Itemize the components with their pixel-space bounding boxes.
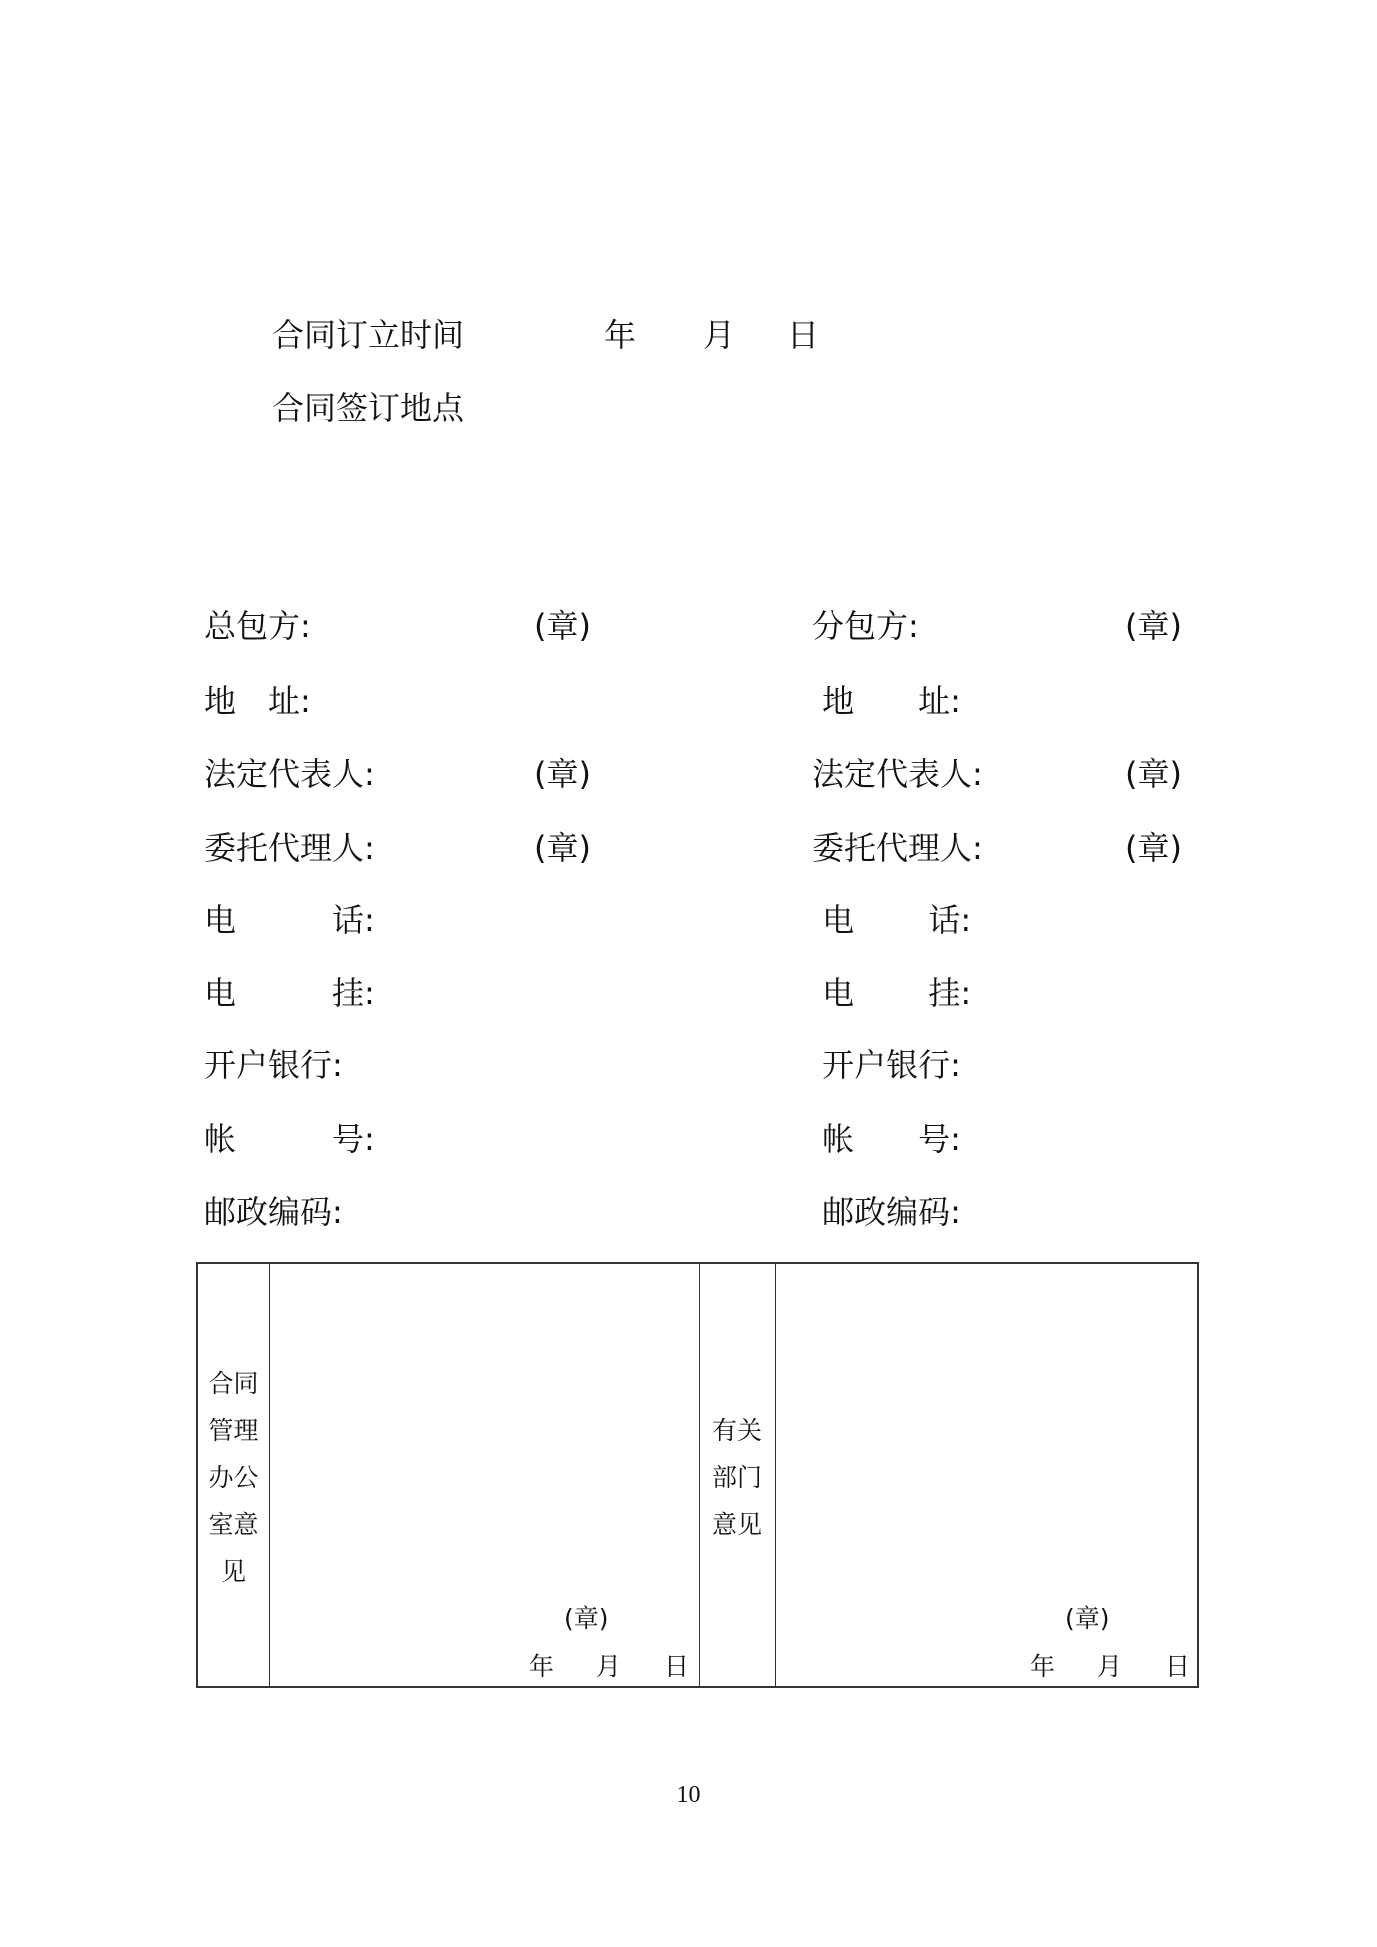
sign-date-label: 合同订立时间: [272, 316, 465, 354]
sign-date-day: 日: [787, 316, 820, 354]
field-label: 邮政编码:: [812, 1193, 961, 1231]
left-year: 年: [529, 1652, 555, 1681]
field-label: 电 话:: [204, 901, 375, 939]
sign-date-year: 年: [604, 316, 637, 354]
left-seal: (章): [564, 1604, 609, 1633]
right-seal: (章): [1065, 1604, 1110, 1633]
label-line: 管理: [208, 1416, 259, 1445]
field-label: 法定代表人:: [204, 755, 375, 793]
seal-mark: (章): [1125, 607, 1182, 645]
field-label: 电 挂:: [204, 974, 375, 1012]
right-day: 日: [1165, 1652, 1191, 1681]
field-label: 分包方:: [812, 607, 919, 645]
seal-mark: (章): [1125, 829, 1182, 867]
field-label: 地 址:: [812, 682, 961, 720]
label-line: 合同: [208, 1369, 259, 1398]
right-year: 年: [1030, 1652, 1056, 1681]
approval-table: [196, 1262, 1199, 1688]
field-label: 帐 号:: [204, 1120, 375, 1158]
seal-mark: (章): [534, 755, 591, 793]
field-label: 开户银行:: [812, 1046, 961, 1084]
label-line: 部门: [711, 1463, 762, 1492]
seal-mark: (章): [1125, 755, 1182, 793]
label-line: 有关: [711, 1416, 762, 1445]
field-label: 帐 号:: [812, 1120, 961, 1158]
label-line: 办公: [208, 1463, 259, 1492]
field-label: 地 址:: [204, 682, 311, 720]
field-label: 电 挂:: [812, 974, 972, 1012]
table-divider: [269, 1264, 270, 1686]
field-label: 邮政编码:: [204, 1193, 343, 1231]
page-number: 10: [676, 1782, 701, 1808]
seal-mark: (章): [534, 829, 591, 867]
contract-office-opinion-label: [198, 1360, 269, 1595]
label-line: 见: [220, 1557, 246, 1586]
field-label: 总包方:: [204, 607, 311, 645]
table-divider: [775, 1264, 776, 1686]
field-label: 开户银行:: [204, 1046, 343, 1084]
field-label: 电 话:: [812, 901, 972, 939]
field-label: 法定代表人:: [812, 755, 983, 793]
left-month: 月: [596, 1652, 622, 1681]
label-line: 意见: [711, 1510, 762, 1539]
sign-place-label: 合同签订地点: [272, 389, 465, 427]
field-label: 委托代理人:: [204, 829, 375, 867]
sign-date-month: 月: [703, 316, 736, 354]
right-month: 月: [1097, 1652, 1123, 1681]
related-dept-opinion-label: [699, 1407, 775, 1548]
seal-mark: (章): [534, 607, 591, 645]
field-label: 委托代理人:: [812, 829, 983, 867]
label-line: 室意: [208, 1510, 259, 1539]
left-day: 日: [664, 1652, 690, 1681]
